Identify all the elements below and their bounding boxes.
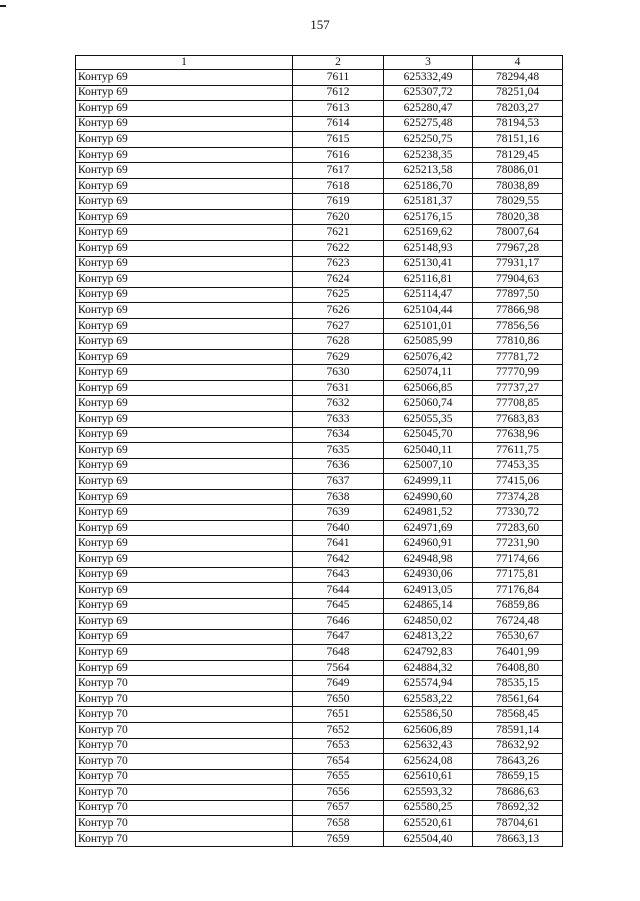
table-row xyxy=(76,738,563,754)
y-coordinate-cell: 78692,32 xyxy=(473,800,563,816)
y-coordinate-cell: 76859,86 xyxy=(473,598,563,614)
contour-name-cell: Контур 69 xyxy=(76,318,293,334)
y-coordinate-cell: 77453,35 xyxy=(473,458,563,474)
y-coordinate-cell: 78686,63 xyxy=(473,785,563,801)
table-row xyxy=(76,427,563,443)
contour-name-cell: Контур 70 xyxy=(76,707,293,723)
y-coordinate-cell: 77904,63 xyxy=(473,272,563,288)
y-coordinate-cell: 77897,50 xyxy=(473,287,563,303)
x-coordinate-cell: 625586,50 xyxy=(384,707,473,723)
contour-name-cell: Контур 69 xyxy=(76,505,293,521)
table-row xyxy=(76,691,563,707)
y-coordinate-cell: 76408,80 xyxy=(473,660,563,676)
coordinates-table xyxy=(75,55,563,847)
y-coordinate-cell: 78663,13 xyxy=(473,831,563,847)
contour-name-cell: Контур 70 xyxy=(76,691,293,707)
x-coordinate-cell: 625148,93 xyxy=(384,241,473,257)
point-number-cell: 7635 xyxy=(293,443,384,459)
point-number-cell: 7617 xyxy=(293,163,384,179)
table-row xyxy=(76,520,563,536)
table-row xyxy=(76,349,563,365)
point-number-cell: 7643 xyxy=(293,567,384,583)
x-coordinate-cell: 624813,22 xyxy=(384,629,473,645)
point-number-cell: 7655 xyxy=(293,769,384,785)
y-coordinate-cell: 77175,81 xyxy=(473,567,563,583)
table-row xyxy=(76,396,563,412)
point-number-cell: 7626 xyxy=(293,303,384,319)
table-row xyxy=(76,785,563,801)
contour-name-cell: Контур 69 xyxy=(76,272,293,288)
point-number-cell: 7649 xyxy=(293,676,384,692)
point-number-cell: 7564 xyxy=(293,660,384,676)
contour-name-cell: Контур 69 xyxy=(76,303,293,319)
point-number-cell: 7625 xyxy=(293,287,384,303)
y-coordinate-cell: 77638,96 xyxy=(473,427,563,443)
y-coordinate-cell: 78038,89 xyxy=(473,178,563,194)
page-number: 157 xyxy=(310,17,330,32)
x-coordinate-cell: 625074,11 xyxy=(384,365,473,381)
contour-name-cell: Контур 69 xyxy=(76,256,293,272)
contour-name-cell: Контур 69 xyxy=(76,101,293,117)
contour-name-cell: Контур 69 xyxy=(76,583,293,599)
table-row xyxy=(76,303,563,319)
contour-name-cell: Контур 70 xyxy=(76,785,293,801)
table-row xyxy=(76,365,563,381)
point-number-cell: 7620 xyxy=(293,209,384,225)
contour-name-cell: Контур 69 xyxy=(76,287,293,303)
contour-name-cell: Контур 69 xyxy=(76,194,293,210)
contour-name-cell: Контур 69 xyxy=(76,567,293,583)
y-coordinate-cell: 77708,85 xyxy=(473,396,563,412)
y-coordinate-cell: 77781,72 xyxy=(473,349,563,365)
table-row xyxy=(76,132,563,148)
table-row xyxy=(76,241,563,257)
point-number-cell: 7628 xyxy=(293,334,384,350)
table-row xyxy=(76,101,563,117)
contour-name-cell: Контур 69 xyxy=(76,536,293,552)
contour-name-cell: Контур 69 xyxy=(76,645,293,661)
y-coordinate-cell: 78007,64 xyxy=(473,225,563,241)
x-coordinate-cell: 624948,98 xyxy=(384,551,473,567)
point-number-cell: 7623 xyxy=(293,256,384,272)
x-coordinate-cell: 625101,01 xyxy=(384,318,473,334)
contour-name-cell: Контур 70 xyxy=(76,738,293,754)
y-coordinate-cell: 78632,92 xyxy=(473,738,563,754)
x-coordinate-cell: 624850,02 xyxy=(384,614,473,630)
point-number-cell: 7636 xyxy=(293,458,384,474)
point-number-cell: 7613 xyxy=(293,101,384,117)
x-coordinate-cell: 625060,74 xyxy=(384,396,473,412)
table-row xyxy=(76,147,563,163)
table-row xyxy=(76,645,563,661)
contour-name-cell: Контур 69 xyxy=(76,629,293,645)
point-number-cell: 7637 xyxy=(293,474,384,490)
x-coordinate-cell: 625238,35 xyxy=(384,147,473,163)
contour-name-cell: Контур 69 xyxy=(76,70,293,86)
column-header: 4 xyxy=(473,56,563,70)
contour-name-cell: Контур 69 xyxy=(76,551,293,567)
table-row xyxy=(76,707,563,723)
y-coordinate-cell: 77176,84 xyxy=(473,583,563,599)
x-coordinate-cell: 624999,11 xyxy=(384,474,473,490)
table-row xyxy=(76,598,563,614)
y-coordinate-cell: 77374,28 xyxy=(473,489,563,505)
contour-name-cell: Контур 69 xyxy=(76,178,293,194)
y-coordinate-cell: 78704,61 xyxy=(473,816,563,832)
contour-name-cell: Контур 69 xyxy=(76,443,293,459)
x-coordinate-cell: 625520,61 xyxy=(384,816,473,832)
y-coordinate-cell: 77967,28 xyxy=(473,241,563,257)
x-coordinate-cell: 624792,83 xyxy=(384,645,473,661)
point-number-cell: 7615 xyxy=(293,132,384,148)
x-coordinate-cell: 625580,25 xyxy=(384,800,473,816)
x-coordinate-cell: 625504,40 xyxy=(384,831,473,847)
x-coordinate-cell: 625610,61 xyxy=(384,769,473,785)
point-number-cell: 7646 xyxy=(293,614,384,630)
point-number-cell: 7657 xyxy=(293,800,384,816)
table-row xyxy=(76,412,563,428)
x-coordinate-cell: 625280,47 xyxy=(384,101,473,117)
x-coordinate-cell: 625574,94 xyxy=(384,676,473,692)
contour-name-cell: Контур 69 xyxy=(76,380,293,396)
x-coordinate-cell: 625250,75 xyxy=(384,132,473,148)
y-coordinate-cell: 78151,16 xyxy=(473,132,563,148)
contour-name-cell: Контур 69 xyxy=(76,598,293,614)
contour-name-cell: Контур 69 xyxy=(76,474,293,490)
table-row xyxy=(76,474,563,490)
contour-name-cell: Контур 69 xyxy=(76,427,293,443)
y-coordinate-cell: 76724,48 xyxy=(473,614,563,630)
x-coordinate-cell: 624930,06 xyxy=(384,567,473,583)
point-number-cell: 7632 xyxy=(293,396,384,412)
contour-name-cell: Контур 69 xyxy=(76,147,293,163)
contour-name-cell: Контур 69 xyxy=(76,116,293,132)
contour-name-cell: Контур 69 xyxy=(76,225,293,241)
y-coordinate-cell: 78129,45 xyxy=(473,147,563,163)
table-row xyxy=(76,380,563,396)
point-number-cell: 7640 xyxy=(293,520,384,536)
table-row xyxy=(76,567,563,583)
y-coordinate-cell: 78020,38 xyxy=(473,209,563,225)
table-row xyxy=(76,443,563,459)
column-header: 2 xyxy=(293,56,384,70)
y-coordinate-cell: 78203,27 xyxy=(473,101,563,117)
x-coordinate-cell: 625076,42 xyxy=(384,349,473,365)
point-number-cell: 7631 xyxy=(293,380,384,396)
y-coordinate-cell: 77770,99 xyxy=(473,365,563,381)
table-header-row xyxy=(76,56,563,70)
point-number-cell: 7651 xyxy=(293,707,384,723)
table-row xyxy=(76,85,563,101)
y-coordinate-cell: 78561,64 xyxy=(473,691,563,707)
x-coordinate-cell: 625045,70 xyxy=(384,427,473,443)
y-coordinate-cell: 77231,90 xyxy=(473,536,563,552)
y-coordinate-cell: 78086,01 xyxy=(473,163,563,179)
x-coordinate-cell: 625114,47 xyxy=(384,287,473,303)
table-row xyxy=(76,722,563,738)
table-row xyxy=(76,816,563,832)
contour-name-cell: Контур 69 xyxy=(76,489,293,505)
x-coordinate-cell: 625632,43 xyxy=(384,738,473,754)
table-row xyxy=(76,178,563,194)
x-coordinate-cell: 625055,35 xyxy=(384,412,473,428)
y-coordinate-cell: 78535,15 xyxy=(473,676,563,692)
y-coordinate-cell: 77683,83 xyxy=(473,412,563,428)
table-row xyxy=(76,272,563,288)
contour-name-cell: Контур 70 xyxy=(76,816,293,832)
y-coordinate-cell: 78591,14 xyxy=(473,722,563,738)
table-row xyxy=(76,676,563,692)
x-coordinate-cell: 625213,58 xyxy=(384,163,473,179)
x-coordinate-cell: 625104,44 xyxy=(384,303,473,319)
point-number-cell: 7641 xyxy=(293,536,384,552)
contour-name-cell: Контур 69 xyxy=(76,614,293,630)
point-number-cell: 7634 xyxy=(293,427,384,443)
point-number-cell: 7611 xyxy=(293,70,384,86)
table-row xyxy=(76,536,563,552)
x-coordinate-cell: 625116,81 xyxy=(384,272,473,288)
x-coordinate-cell: 625275,48 xyxy=(384,116,473,132)
table-row xyxy=(76,800,563,816)
x-coordinate-cell: 625624,08 xyxy=(384,754,473,770)
x-coordinate-cell: 625593,32 xyxy=(384,785,473,801)
x-coordinate-cell: 625085,99 xyxy=(384,334,473,350)
contour-name-cell: Контур 70 xyxy=(76,831,293,847)
x-coordinate-cell: 624913,05 xyxy=(384,583,473,599)
table-row xyxy=(76,583,563,599)
x-coordinate-cell: 625181,37 xyxy=(384,194,473,210)
table-row xyxy=(76,287,563,303)
y-coordinate-cell: 78251,04 xyxy=(473,85,563,101)
y-coordinate-cell: 77283,60 xyxy=(473,520,563,536)
contour-name-cell: Контур 69 xyxy=(76,85,293,101)
contour-name-cell: Контур 70 xyxy=(76,676,293,692)
table-row xyxy=(76,769,563,785)
point-number-cell: 7624 xyxy=(293,272,384,288)
y-coordinate-cell: 77330,72 xyxy=(473,505,563,521)
point-number-cell: 7614 xyxy=(293,116,384,132)
point-number-cell: 7654 xyxy=(293,754,384,770)
y-coordinate-cell: 78659,15 xyxy=(473,769,563,785)
point-number-cell: 7619 xyxy=(293,194,384,210)
point-number-cell: 7616 xyxy=(293,147,384,163)
x-coordinate-cell: 624981,52 xyxy=(384,505,473,521)
table-row xyxy=(76,551,563,567)
contour-name-cell: Контур 70 xyxy=(76,722,293,738)
point-number-cell: 7644 xyxy=(293,583,384,599)
contour-name-cell: Контур 70 xyxy=(76,800,293,816)
point-number-cell: 7648 xyxy=(293,645,384,661)
contour-name-cell: Контур 70 xyxy=(76,769,293,785)
y-coordinate-cell: 78643,26 xyxy=(473,754,563,770)
point-number-cell: 7630 xyxy=(293,365,384,381)
contour-name-cell: Контур 69 xyxy=(76,241,293,257)
table-row xyxy=(76,70,563,86)
y-coordinate-cell: 77866,98 xyxy=(473,303,563,319)
contour-name-cell: Контур 69 xyxy=(76,396,293,412)
x-coordinate-cell: 624884,32 xyxy=(384,660,473,676)
contour-name-cell: Контур 69 xyxy=(76,349,293,365)
contour-name-cell: Контур 69 xyxy=(76,334,293,350)
point-number-cell: 7650 xyxy=(293,691,384,707)
table-row xyxy=(76,489,563,505)
point-number-cell: 7656 xyxy=(293,785,384,801)
point-number-cell: 7653 xyxy=(293,738,384,754)
table-row xyxy=(76,831,563,847)
table-body xyxy=(76,70,563,847)
contour-name-cell: Контур 69 xyxy=(76,660,293,676)
column-header: 3 xyxy=(384,56,473,70)
x-coordinate-cell: 624971,69 xyxy=(384,520,473,536)
x-coordinate-cell: 624865,14 xyxy=(384,598,473,614)
x-coordinate-cell: 624990,60 xyxy=(384,489,473,505)
contour-name-cell: Контур 69 xyxy=(76,132,293,148)
x-coordinate-cell: 625040,11 xyxy=(384,443,473,459)
table-row xyxy=(76,334,563,350)
x-coordinate-cell: 625130,41 xyxy=(384,256,473,272)
contour-name-cell: Контур 69 xyxy=(76,412,293,428)
contour-name-cell: Контур 69 xyxy=(76,458,293,474)
y-coordinate-cell: 77174,66 xyxy=(473,551,563,567)
point-number-cell: 7612 xyxy=(293,85,384,101)
y-coordinate-cell: 77856,56 xyxy=(473,318,563,334)
y-coordinate-cell: 78294,48 xyxy=(473,70,563,86)
x-coordinate-cell: 625186,70 xyxy=(384,178,473,194)
y-coordinate-cell: 77737,27 xyxy=(473,380,563,396)
point-number-cell: 7639 xyxy=(293,505,384,521)
contour-name-cell: Контур 69 xyxy=(76,365,293,381)
table-row xyxy=(76,754,563,770)
x-coordinate-cell: 624960,91 xyxy=(384,536,473,552)
point-number-cell: 7647 xyxy=(293,629,384,645)
point-number-cell: 7629 xyxy=(293,349,384,365)
point-number-cell: 7621 xyxy=(293,225,384,241)
table-row xyxy=(76,505,563,521)
x-coordinate-cell: 625583,22 xyxy=(384,691,473,707)
y-coordinate-cell: 78194,53 xyxy=(473,116,563,132)
point-number-cell: 7659 xyxy=(293,831,384,847)
y-coordinate-cell: 76401,99 xyxy=(473,645,563,661)
point-number-cell: 7638 xyxy=(293,489,384,505)
y-coordinate-cell: 77415,06 xyxy=(473,474,563,490)
table-row xyxy=(76,458,563,474)
x-coordinate-cell: 625307,72 xyxy=(384,85,473,101)
x-coordinate-cell: 625066,85 xyxy=(384,380,473,396)
point-number-cell: 7622 xyxy=(293,241,384,257)
table-row xyxy=(76,116,563,132)
y-coordinate-cell: 77810,86 xyxy=(473,334,563,350)
column-header: 1 xyxy=(76,56,293,70)
table-row xyxy=(76,660,563,676)
contour-name-cell: Контур 69 xyxy=(76,209,293,225)
contour-name-cell: Контур 69 xyxy=(76,163,293,179)
point-number-cell: 7627 xyxy=(293,318,384,334)
table-row xyxy=(76,209,563,225)
table-row xyxy=(76,194,563,210)
point-number-cell: 7633 xyxy=(293,412,384,428)
point-number-cell: 7645 xyxy=(293,598,384,614)
point-number-cell: 7618 xyxy=(293,178,384,194)
contour-name-cell: Контур 69 xyxy=(76,520,293,536)
x-coordinate-cell: 625176,15 xyxy=(384,209,473,225)
y-coordinate-cell: 78029,55 xyxy=(473,194,563,210)
scan-corner-mark xyxy=(0,5,6,7)
x-coordinate-cell: 625332,49 xyxy=(384,70,473,86)
y-coordinate-cell: 77931,17 xyxy=(473,256,563,272)
table-row xyxy=(76,225,563,241)
x-coordinate-cell: 625606,89 xyxy=(384,722,473,738)
table-row xyxy=(76,318,563,334)
table-row xyxy=(76,614,563,630)
table-row xyxy=(76,163,563,179)
table-row xyxy=(76,629,563,645)
y-coordinate-cell: 78568,45 xyxy=(473,707,563,723)
point-number-cell: 7658 xyxy=(293,816,384,832)
table-row xyxy=(76,256,563,272)
contour-name-cell: Контур 70 xyxy=(76,754,293,770)
point-number-cell: 7652 xyxy=(293,722,384,738)
x-coordinate-cell: 625169,62 xyxy=(384,225,473,241)
y-coordinate-cell: 77611,75 xyxy=(473,443,563,459)
y-coordinate-cell: 76530,67 xyxy=(473,629,563,645)
x-coordinate-cell: 625007,10 xyxy=(384,458,473,474)
point-number-cell: 7642 xyxy=(293,551,384,567)
